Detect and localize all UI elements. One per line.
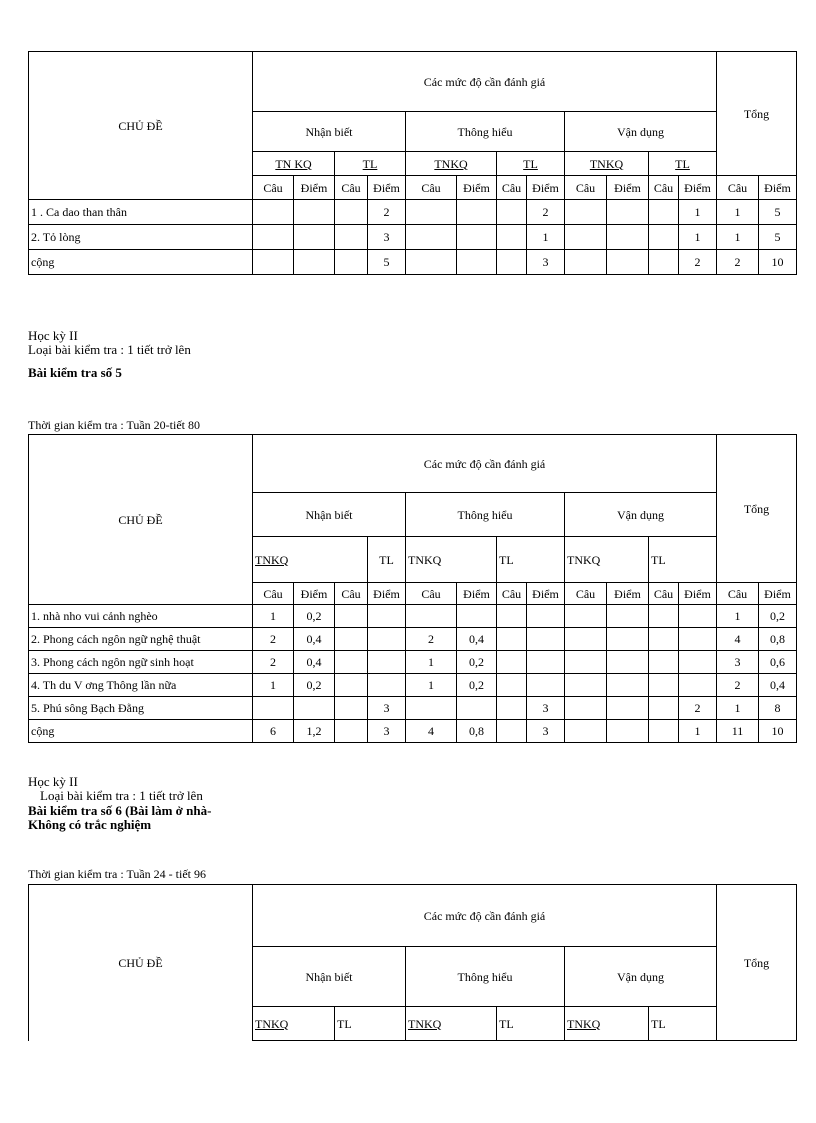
topic-header: CHỦ ĐỀ bbox=[29, 52, 253, 200]
col-header-cau: Câu bbox=[335, 583, 368, 605]
row-cell: 0,4 bbox=[457, 628, 497, 651]
row-cell bbox=[457, 250, 497, 275]
row-cell: 1,2 bbox=[294, 720, 335, 743]
row-cell bbox=[649, 605, 679, 628]
row-cell bbox=[497, 250, 527, 275]
row-cell bbox=[679, 651, 717, 674]
row-cell: 6 bbox=[253, 720, 294, 743]
row-cell bbox=[335, 651, 368, 674]
row-cell: 1 bbox=[406, 674, 457, 697]
row-cell bbox=[649, 628, 679, 651]
row-cell bbox=[679, 674, 717, 697]
row-cell bbox=[565, 720, 607, 743]
row-cell bbox=[649, 225, 679, 250]
row-cell: 5 bbox=[759, 225, 797, 250]
row-cell bbox=[335, 628, 368, 651]
row-cell bbox=[253, 225, 294, 250]
row-cell: 2 bbox=[679, 250, 717, 275]
type-tl: TL bbox=[497, 537, 565, 583]
col-header-diem: Điểm bbox=[759, 176, 797, 200]
row-topic: 1 . Ca dao than thân bbox=[29, 200, 253, 225]
levels-header: Các mức độ cần đánh giá bbox=[253, 52, 717, 112]
test-time-label: Thời gian kiểm tra : Tuần 20-tiết 80 bbox=[28, 418, 200, 432]
row-topic: 1. nhà nho vui cảnh nghèo bbox=[29, 605, 253, 628]
type-tnkq: TN KQ bbox=[253, 152, 335, 176]
row-cell: 4 bbox=[406, 720, 457, 743]
row-cell bbox=[368, 674, 406, 697]
row-cell bbox=[679, 605, 717, 628]
level-thong-hieu: Thông hiểu bbox=[406, 947, 565, 1007]
type-tnkq: TNKQ bbox=[406, 537, 497, 583]
row-cell: 1 bbox=[679, 225, 717, 250]
level-van-dung: Vận dụng bbox=[565, 112, 717, 152]
row-cell: 3 bbox=[717, 651, 759, 674]
row-cell: 1 bbox=[717, 697, 759, 720]
row-cell bbox=[649, 651, 679, 674]
levels-header: Các mức độ cần đánh giá bbox=[253, 435, 717, 493]
row-cell bbox=[527, 628, 565, 651]
type-tl: TL bbox=[497, 152, 565, 176]
row-topic: 5. Phú sông Bạch Đằng bbox=[29, 697, 253, 720]
row-cell bbox=[294, 225, 335, 250]
table-row bbox=[29, 628, 797, 651]
row-cell: 4 bbox=[717, 628, 759, 651]
row-cell: 0,2 bbox=[759, 605, 797, 628]
type-tnkq: TNKQ bbox=[565, 1007, 649, 1041]
level-nhan-biet: Nhận biết bbox=[253, 493, 406, 537]
semester-label: Học kỳ II bbox=[28, 774, 78, 789]
level-nhan-biet: Nhận biết bbox=[253, 947, 406, 1007]
col-header-diem: Điểm bbox=[679, 176, 717, 200]
row-cell: 0,2 bbox=[294, 674, 335, 697]
row-cell bbox=[649, 697, 679, 720]
col-header-cau: Câu bbox=[717, 583, 759, 605]
row-cell bbox=[253, 250, 294, 275]
test-number-label: Bài kiểm tra số 6 (Bài làm ở nhà- bbox=[28, 803, 212, 818]
row-cell: 1 bbox=[253, 605, 294, 628]
levels-header: Các mức độ cần đánh giá bbox=[253, 885, 717, 947]
row-cell bbox=[335, 697, 368, 720]
row-cell bbox=[406, 225, 457, 250]
col-header-diem: Điểm bbox=[368, 176, 406, 200]
row-cell bbox=[649, 674, 679, 697]
row-cell bbox=[253, 200, 294, 225]
col-header-diem: Điểm bbox=[527, 176, 565, 200]
row-cell: 0,8 bbox=[759, 628, 797, 651]
type-tl: TL bbox=[368, 537, 406, 583]
row-cell bbox=[607, 651, 649, 674]
row-cell bbox=[607, 674, 649, 697]
row-topic: cộng bbox=[29, 720, 253, 743]
row-cell bbox=[527, 651, 565, 674]
row-cell: 2 bbox=[253, 651, 294, 674]
type-tnkq: TNKQ bbox=[565, 152, 649, 176]
table-row bbox=[29, 200, 797, 225]
row-cell bbox=[294, 697, 335, 720]
row-cell: 0,8 bbox=[457, 720, 497, 743]
row-cell: 1 bbox=[717, 605, 759, 628]
col-header-cau: Câu bbox=[406, 176, 457, 200]
semester-label: Học kỳ II bbox=[28, 328, 78, 343]
row-cell: 5 bbox=[759, 200, 797, 225]
type-tl: TL bbox=[649, 1007, 717, 1041]
row-cell bbox=[368, 605, 406, 628]
row-cell: 5 bbox=[368, 250, 406, 275]
row-cell: 2 bbox=[717, 674, 759, 697]
col-header-diem: Điểm bbox=[294, 583, 335, 605]
col-header-diem: Điểm bbox=[527, 583, 565, 605]
row-cell bbox=[565, 250, 607, 275]
type-tnkq: TNKQ bbox=[406, 1007, 497, 1041]
col-header-cau: Câu bbox=[565, 176, 607, 200]
topic-header: CHỦ ĐỀ bbox=[29, 885, 253, 1041]
row-cell bbox=[406, 697, 457, 720]
row-cell bbox=[565, 200, 607, 225]
col-header-diem: Điểm bbox=[607, 176, 649, 200]
topic-header: CHỦ ĐỀ bbox=[29, 435, 253, 605]
row-cell: 3 bbox=[368, 225, 406, 250]
level-thong-hieu: Thông hiểu bbox=[406, 112, 565, 152]
row-topic: 2. Tỏ lòng bbox=[29, 225, 253, 250]
row-cell: 3 bbox=[527, 697, 565, 720]
row-cell bbox=[565, 697, 607, 720]
row-cell bbox=[565, 628, 607, 651]
row-topic: 2. Phong cách ngôn ngữ nghệ thuật bbox=[29, 628, 253, 651]
col-header-cau: Câu bbox=[717, 176, 759, 200]
row-cell: 2 bbox=[406, 628, 457, 651]
type-tnkq: TNKQ bbox=[406, 152, 497, 176]
col-header-cau: Câu bbox=[335, 176, 368, 200]
row-cell: 1 bbox=[527, 225, 565, 250]
row-cell bbox=[294, 200, 335, 225]
table-row bbox=[29, 651, 797, 674]
total-header: Tổng bbox=[717, 885, 797, 1041]
row-topic: cộng bbox=[29, 250, 253, 275]
row-cell: 0,2 bbox=[294, 605, 335, 628]
row-cell: 1 bbox=[253, 674, 294, 697]
row-cell bbox=[607, 628, 649, 651]
col-header-cau: Câu bbox=[497, 583, 527, 605]
row-cell: 11 bbox=[717, 720, 759, 743]
level-thong-hieu: Thông hiểu bbox=[406, 493, 565, 537]
matrix-table-1 bbox=[28, 51, 797, 275]
col-header-diem: Điểm bbox=[457, 176, 497, 200]
type-tnkq: TNKQ bbox=[565, 537, 649, 583]
level-nhan-biet: Nhận biết bbox=[253, 112, 406, 152]
col-header-diem: Điểm bbox=[368, 583, 406, 605]
type-tl: TL bbox=[649, 537, 717, 583]
row-topic: 4. Th du V ơng Thông lần nữa bbox=[29, 674, 253, 697]
row-cell bbox=[607, 720, 649, 743]
row-cell: 2 bbox=[253, 628, 294, 651]
table-row bbox=[29, 225, 797, 250]
row-cell bbox=[497, 200, 527, 225]
row-cell bbox=[406, 200, 457, 225]
type-tnkq: TNKQ bbox=[253, 537, 368, 583]
col-header-cau: Câu bbox=[649, 176, 679, 200]
row-cell: 3 bbox=[527, 250, 565, 275]
type-tl: TL bbox=[649, 152, 717, 176]
row-cell bbox=[368, 628, 406, 651]
row-cell bbox=[457, 697, 497, 720]
row-cell bbox=[607, 200, 649, 225]
row-cell bbox=[406, 250, 457, 275]
type-tl: TL bbox=[335, 1007, 406, 1041]
table-row bbox=[29, 250, 797, 275]
row-cell: 0,2 bbox=[457, 674, 497, 697]
row-cell bbox=[335, 225, 368, 250]
row-cell bbox=[406, 605, 457, 628]
type-tl: TL bbox=[497, 1007, 565, 1041]
col-header-diem: Điểm bbox=[457, 583, 497, 605]
table-row bbox=[29, 674, 797, 697]
row-cell bbox=[649, 720, 679, 743]
row-cell bbox=[457, 200, 497, 225]
matrix-table-2 bbox=[28, 434, 797, 743]
row-cell: 0,2 bbox=[457, 651, 497, 674]
level-van-dung: Vận dụng bbox=[565, 947, 717, 1007]
row-cell bbox=[565, 605, 607, 628]
row-cell: 0,4 bbox=[759, 674, 797, 697]
row-cell: 1 bbox=[679, 720, 717, 743]
test-note-label: Không có trắc nghiệm bbox=[28, 817, 152, 832]
row-cell bbox=[253, 697, 294, 720]
row-cell bbox=[649, 200, 679, 225]
test-type-label: Loại bài kiểm tra : 1 tiết trở lên bbox=[40, 788, 203, 803]
row-cell: 1 bbox=[679, 200, 717, 225]
test-number-label: Bài kiểm tra số 5 bbox=[28, 365, 122, 380]
row-cell: 1 bbox=[406, 651, 457, 674]
row-cell bbox=[607, 697, 649, 720]
row-cell: 3 bbox=[527, 720, 565, 743]
row-cell bbox=[335, 674, 368, 697]
col-header-cau: Câu bbox=[497, 176, 527, 200]
level-van-dung: Vận dụng bbox=[565, 493, 717, 537]
col-header-cau: Câu bbox=[565, 583, 607, 605]
row-cell bbox=[497, 674, 527, 697]
row-cell bbox=[497, 720, 527, 743]
row-cell: 1 bbox=[717, 200, 759, 225]
matrix-table-3 bbox=[28, 884, 797, 1041]
row-topic: 3. Phong cách ngôn ngữ sinh hoạt bbox=[29, 651, 253, 674]
row-cell bbox=[565, 674, 607, 697]
type-tl: TL bbox=[335, 152, 406, 176]
row-cell bbox=[679, 628, 717, 651]
row-cell bbox=[457, 225, 497, 250]
row-cell: 0,6 bbox=[759, 651, 797, 674]
row-cell bbox=[527, 674, 565, 697]
row-cell bbox=[368, 651, 406, 674]
row-cell: 2 bbox=[368, 200, 406, 225]
col-header-diem: Điểm bbox=[607, 583, 649, 605]
row-cell: 3 bbox=[368, 697, 406, 720]
table-row bbox=[29, 720, 797, 743]
table-row bbox=[29, 697, 797, 720]
row-cell bbox=[335, 605, 368, 628]
row-cell bbox=[497, 605, 527, 628]
total-header: Tổng bbox=[717, 52, 797, 176]
row-cell: 0,4 bbox=[294, 651, 335, 674]
row-cell bbox=[607, 250, 649, 275]
row-cell bbox=[497, 651, 527, 674]
row-cell bbox=[335, 200, 368, 225]
row-cell bbox=[527, 605, 565, 628]
row-cell bbox=[565, 651, 607, 674]
test-time-label: Thời gian kiểm tra : Tuần 24 - tiết 96 bbox=[28, 867, 206, 881]
col-header-cau: Câu bbox=[253, 583, 294, 605]
row-cell bbox=[335, 250, 368, 275]
row-cell bbox=[607, 605, 649, 628]
row-cell: 2 bbox=[527, 200, 565, 225]
row-cell: 1 bbox=[717, 225, 759, 250]
row-cell: 2 bbox=[679, 697, 717, 720]
row-cell: 8 bbox=[759, 697, 797, 720]
col-header-cau: Câu bbox=[649, 583, 679, 605]
row-cell bbox=[565, 225, 607, 250]
total-header: Tổng bbox=[717, 435, 797, 583]
col-header-diem: Điểm bbox=[759, 583, 797, 605]
col-header-diem: Điểm bbox=[294, 176, 335, 200]
row-cell: 10 bbox=[759, 250, 797, 275]
row-cell: 0,4 bbox=[294, 628, 335, 651]
row-cell bbox=[497, 628, 527, 651]
row-cell bbox=[497, 225, 527, 250]
table-row bbox=[29, 605, 797, 628]
col-header-cau: Câu bbox=[406, 583, 457, 605]
col-header-diem: Điểm bbox=[679, 583, 717, 605]
row-cell bbox=[457, 605, 497, 628]
col-header-cau: Câu bbox=[253, 176, 294, 200]
row-cell bbox=[294, 250, 335, 275]
row-cell bbox=[607, 225, 649, 250]
type-tnkq: TNKQ bbox=[253, 1007, 335, 1041]
row-cell: 2 bbox=[717, 250, 759, 275]
row-cell bbox=[497, 697, 527, 720]
row-cell: 10 bbox=[759, 720, 797, 743]
row-cell bbox=[335, 720, 368, 743]
row-cell bbox=[649, 250, 679, 275]
test-type-label: Loại bài kiểm tra : 1 tiết trở lên bbox=[28, 342, 191, 357]
row-cell: 3 bbox=[368, 720, 406, 743]
